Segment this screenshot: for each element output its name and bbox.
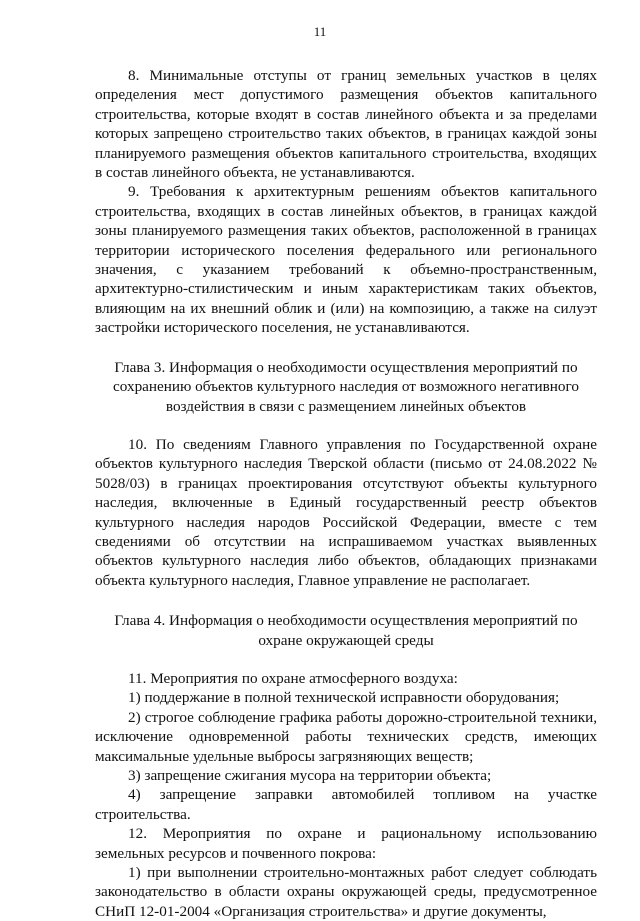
paragraph-11-item-4: 4) запрещение заправки автомобилей топливом на участке строительства.: [95, 786, 597, 823]
spacer: [95, 650, 597, 669]
page-number: 11: [313, 24, 327, 39]
paragraph-11-item-2: 2) строгое соблюдение графика работы дорожно-строительной техники, исключение одновременной работы технических средств, имеющих максимальные удельные выбросы загрязняющих веществ;: [95, 708, 597, 765]
spacer: [95, 416, 597, 435]
paragraph-11-item-3: 3) запрещение сжигания мусора на территории объекта;: [128, 767, 492, 784]
paragraph-11: 11. Мероприятия по охране атмосферного воздуха:: [128, 669, 458, 687]
chapter-4-heading: Глава 4. Информация о необходимости осуществления мероприятий по охране окружающей среды: [114, 612, 578, 649]
spacer: [95, 590, 597, 611]
paragraph-9: 9. Требования к архитектурным решениям объектов капитального строительства, входящих в состав линейных объектов, в границах каждой зоны планируемого размещения таких объектов, расположенной в границах территории исторического поселения федерального или регионального значения, с указанием требований к объемно-пространственным, архитектурно-стилистическим и иным характеристикам таких объектов, влияющим на их внешний облик и (или) на композицию, а также на силуэт застройки исторического поселения, не устанавливаются.: [95, 183, 597, 337]
document-body: [95, 66, 597, 921]
paragraph-12: 12. Мероприятия по охране и рациональному использованию земельных ресурсов и почвенного покрова:: [95, 825, 597, 862]
chapter-3-heading: Глава 3. Информация о необходимости осуществления мероприятий по сохранению объектов культурного наследия от возможного негативного воздействия в связи с размещением линейных объектов: [113, 358, 579, 415]
spacer: [95, 338, 597, 358]
paragraph-11-item-1: 1) поддержание в полной технической исправности оборудования;: [128, 689, 560, 707]
paragraph-12-item-1: 1) при выполнении строительно-монтажных работ следует соблюдать законодательство в области охраны окружающей среды, предусмотренное СНиП 12-01-2004 «Организация строительства» и другие документы,: [95, 864, 597, 920]
paragraph-10: 10. По сведениям Главного управления по Государственной охране объектов культурного наследия Тверской области (письмо от 24.08.2022 № 5028/03) в границах проектирования отсутствуют объекты культурного наследия, включенные в Единый государственный реестр объектов культурного наследия народов Российской Федерации, вместе с тем сведениями об отсутствии на испрашиваемом участках выявленных объектов культурного наследия либо объектов, обладающих признаками объекта культурного наследия, Главное управление не располагает.: [95, 435, 597, 589]
paragraph-8: 8. Минимальные отступы от границ земельных участков в целях определения мест допустимого размещения объектов капитального строительства, которые входят в состав линейного объекта и за пределами которых запрещено строительство таких объектов, в границах каждой зоны планируемого размещения объектов капитального строительства, входящих в состав линейного объекта, не устанавливаются.: [95, 67, 597, 182]
